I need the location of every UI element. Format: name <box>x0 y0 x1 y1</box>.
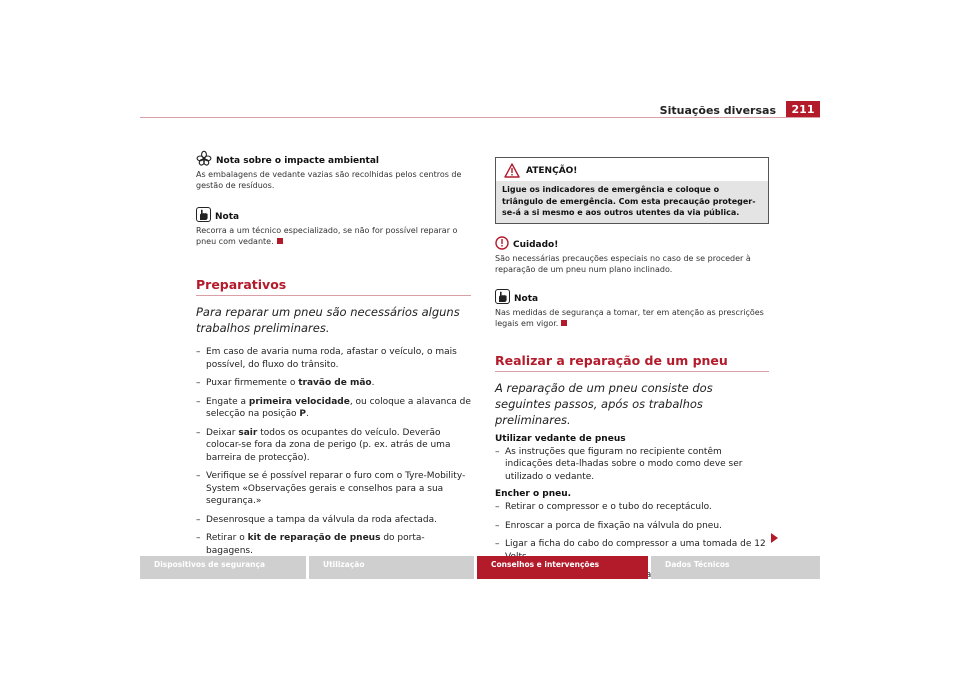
list-item: – a <box>495 569 769 582</box>
right-column <box>495 157 769 588</box>
note-box-2 <box>495 289 769 329</box>
section-subtitle: Para reparar um pneu são necessários alguns trabalhos preliminares. <box>196 305 460 335</box>
header-rule <box>140 117 820 118</box>
warning-box <box>495 157 769 224</box>
repair-section <box>495 353 769 582</box>
preparation-steps <box>196 346 471 557</box>
note-1-text: Recorra a um técnico especializado, se não for possível reparar o pneu com vedante. <box>196 226 458 246</box>
inflate-heading: Encher o pneu. <box>495 489 572 499</box>
footer-tab-dados-tecnicos[interactable]: Dados Técnicos <box>651 556 820 579</box>
end-of-section-marker <box>561 320 567 326</box>
preparativos-section <box>196 277 471 557</box>
note-2-title: Nota <box>514 293 539 304</box>
caution-text: São necessárias precauções especiais no caso de se proceder à reparação de um pneu num plano inclinado. <box>495 253 751 274</box>
running-header-title: Situações diversas <box>659 104 776 117</box>
section-title: Realizar a reparação de um pneu <box>495 353 769 372</box>
note-2-text: Nas medidas de segurança a tomar, ter em atenção as prescrições legais em vigor. <box>495 307 764 328</box>
warning-title: ATENÇÃO! <box>526 165 578 176</box>
section-subtitle: A reparação de um pneu consiste dos seguintes passos, após os trabalhos preliminares. <box>495 380 713 427</box>
sealant-heading: Utilizar vedante de pneus <box>495 433 626 444</box>
caution-circle-icon <box>495 236 509 250</box>
list-item: – Engate a primeira velocidade, ou coloque a alavanca de selecção na posição P. <box>196 396 471 421</box>
list-item: – Retirar o compressor e o tubo do receptáculo. <box>495 501 769 514</box>
left-column <box>196 150 471 563</box>
list-item: – Enroscar a porca de fixação na válvula do pneu. <box>495 520 769 533</box>
list-item: – Retirar o kit de reparação de pneus do porta-bagagens. <box>196 532 471 557</box>
page-number: 211 <box>786 101 820 118</box>
caution-title: Cuidado! <box>513 239 559 250</box>
list-item: – Ligar a ficha do cabo do compressor a uma tomada de 12 <box>495 538 769 563</box>
footer-tab-utilizacao[interactable]: Utilização <box>309 556 474 579</box>
footer-tab-dispositivos[interactable]: Dispositivos de segurança <box>140 556 306 579</box>
list-item: – Deixar sair todos os ocupantes do veículo. Deverão colocar-se fora da zona de perigo (p. ex. atrás de uma barreira de protecção). <box>196 427 471 465</box>
note-box-1 <box>196 207 471 247</box>
end-of-section-marker <box>277 238 283 244</box>
section-title: Preparativos <box>196 277 471 296</box>
environment-note <box>196 150 471 191</box>
list-item: – As instruções que figuram no recipiente contêm indicações deta-lhadas sobre o modo como deve ser utilizado o vedante. <box>495 446 769 484</box>
list-item: – Verifique se é possível reparar o furo com o Tyre-Mobility-System «Observações gerais e conselhos para a sua segurança.» <box>196 470 471 508</box>
next-page-arrow-icon[interactable] <box>771 533 778 543</box>
list-item: – Em caso de avaria numa roda, afastar o veículo, o mais possível, do fluxo do trânsito. <box>196 346 471 371</box>
footer-tab-conselhos[interactable]: Conselhos e intervenções <box>477 556 648 579</box>
list-item: – Puxar firmemente o travão de mão. <box>196 377 471 390</box>
note-hand-icon <box>196 207 211 222</box>
note-1-title: Nota <box>215 212 240 222</box>
sealant-steps <box>495 446 769 484</box>
caution-box <box>495 236 769 275</box>
environment-note-text: As embalagens de vedante vazias são recolhidas pelos centros de gestão de resíduos. <box>196 170 462 190</box>
environment-flower-icon <box>196 150 212 166</box>
warning-triangle-icon <box>504 163 520 178</box>
environment-note-title: Nota sobre o impacte ambiental <box>216 156 380 166</box>
note-hand-icon <box>495 289 510 304</box>
list-item: – Desenrosque a tampa da válvula da roda afectada. <box>196 514 471 527</box>
warning-text: Ligue os indicadores de emergência e coloque o triângulo de emergência. Com esta precaução proteger-se-á a si mesmo e aos outros utentes da via pública. <box>496 181 768 223</box>
